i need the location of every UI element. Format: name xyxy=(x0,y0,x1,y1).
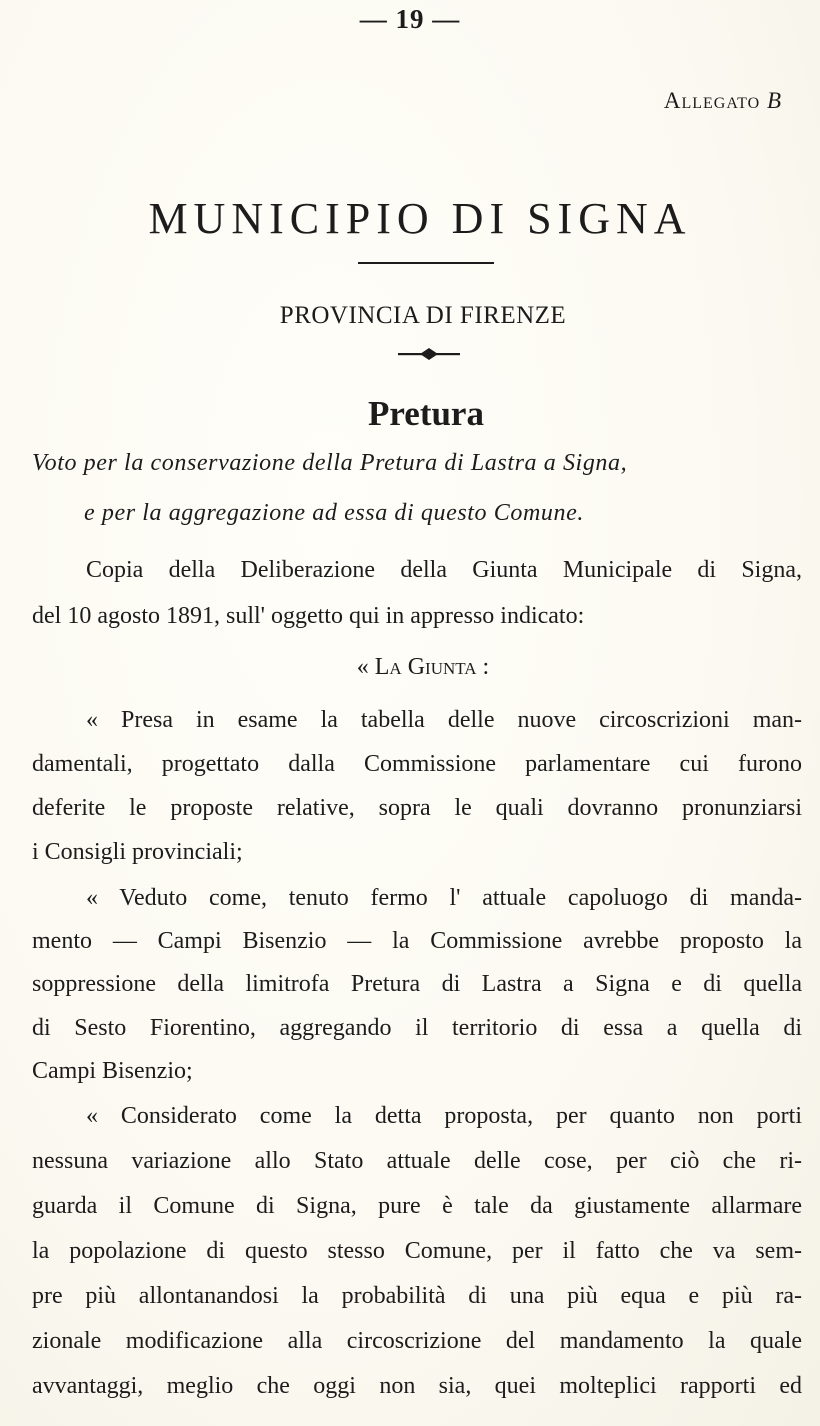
body-line: damentali, progettato dalla Commissione parlamentare cui furono xyxy=(32,751,802,777)
municipio-title: MUNICIPIO DI SIGNA xyxy=(148,194,692,243)
subtitle-line-1: Voto per la conservazione della Pretura di Lastra a Signa, xyxy=(32,450,628,476)
subtitle-line-2: e per la aggregazione ad essa di questo Comune. xyxy=(84,500,584,526)
body-line: « Considerato come la detta proposta, per quanto non porti xyxy=(86,1103,802,1129)
body-line: zionale modificazione alla circoscrizione del mandamento la quale xyxy=(32,1328,802,1354)
body-line: mento — Campi Bisenzio — la Commissione avrebbe proposto la xyxy=(32,928,802,954)
intro-line-2: del 10 agosto 1891, sull' oggetto qui in appresso indicato: xyxy=(32,603,585,629)
allegato-label xyxy=(664,88,782,114)
body-line: i Consigli provinciali; xyxy=(32,839,243,865)
body-line: di Sesto Fiorentino, aggregando il territorio di essa a quella di xyxy=(32,1015,802,1041)
body-line: soppressione della limitrofa Pretura di Lastra a Signa e di quella xyxy=(32,971,802,997)
body-line: guarda il Comune di Signa, pure è tale da giustamente allarmare xyxy=(32,1193,802,1219)
body-line: deferite le proposte relative, sopra le quali dovranno pronunziarsi xyxy=(32,795,802,821)
title-rule xyxy=(358,262,494,264)
body-line: avvantaggi, meglio che oggi non sia, quei molteplici rapporti ed xyxy=(32,1373,802,1399)
page-number: — 19 — xyxy=(359,4,461,34)
body-line: pre più allontanandosi la probabilità di una più equa e più ra- xyxy=(32,1283,802,1309)
body-line: Campi Bisenzio; xyxy=(32,1058,193,1084)
provincia-title: PROVINCIA DI FIRENZE xyxy=(279,302,567,329)
body-line: « Veduto come, tenuto fermo l' attuale capoluogo di manda- xyxy=(86,885,802,911)
intro-line-1: Copia della Deliberazione della Giunta Municipale di Signa, xyxy=(86,557,802,583)
allegato-letter: B xyxy=(766,88,782,113)
body-line: nessuna variazione allo Stato attuale delle cose, per ciò che ri- xyxy=(32,1148,802,1174)
body-line: « Presa in esame la tabella delle nuove circoscrizioni man- xyxy=(86,707,802,733)
giunta-heading: « La Giunta : xyxy=(356,654,490,680)
ornament-divider xyxy=(398,346,460,362)
allegato-text: Allegato xyxy=(663,88,761,113)
section-title: Pretura xyxy=(368,394,484,433)
body-line: la popolazione di questo stesso Comune, per il fatto che va sem- xyxy=(32,1238,802,1264)
